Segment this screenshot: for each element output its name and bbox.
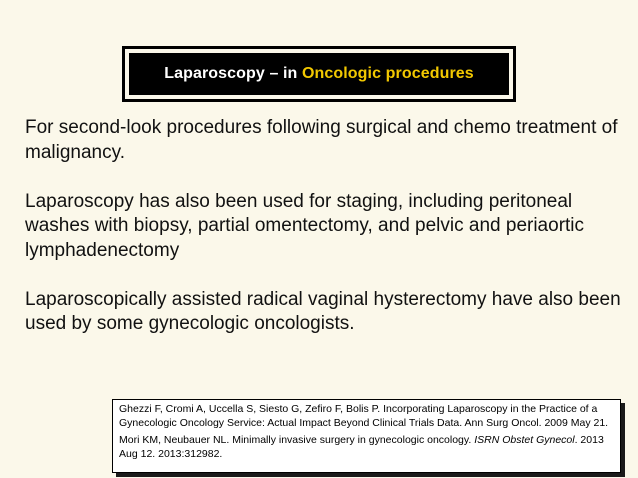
- body-paragraph-3: Laparoscopically assisted radical vaginal hysterectomy have also been used by some gynecologic oncologists.: [25, 288, 621, 334]
- title-frame: [122, 46, 516, 102]
- slide-title: [129, 53, 509, 95]
- title-accent-text: Oncologic procedures: [301, 65, 474, 82]
- title-main-text: Laparoscopy – in: [164, 65, 302, 82]
- reference-2-journal: ISRN Obstet Gynecol: [474, 434, 575, 446]
- reference-2: [119, 434, 614, 461]
- body-paragraph-1: For second-look procedures following surgical and chemo treatment of malignancy.: [25, 117, 618, 163]
- reference-2-details: . 2013 Aug 12. 2013:312982.: [119, 434, 604, 460]
- body-paragraph-2: Laparoscopy has also been used for staging, including peritoneal washes with biopsy, partial omentectomy, and pelvic and periaortic lymphadenectomy: [25, 190, 585, 261]
- slide-body: [25, 116, 625, 361]
- reference-2-authors: Mori KM, Neubauer NL. Minimally invasive surgery in gynecologic oncology.: [119, 434, 475, 446]
- references-box: [112, 399, 621, 473]
- reference-1: Ghezzi F, Cromi A, Uccella S, Siesto G, Zefiro F, Bolis P. Incorporating Laparoscopy in the Practice of a Gynecologic Oncology Service: Actual Impact Beyond Clinical Trials Data. Ann Surg Oncol. 2009 May 21.: [119, 403, 609, 429]
